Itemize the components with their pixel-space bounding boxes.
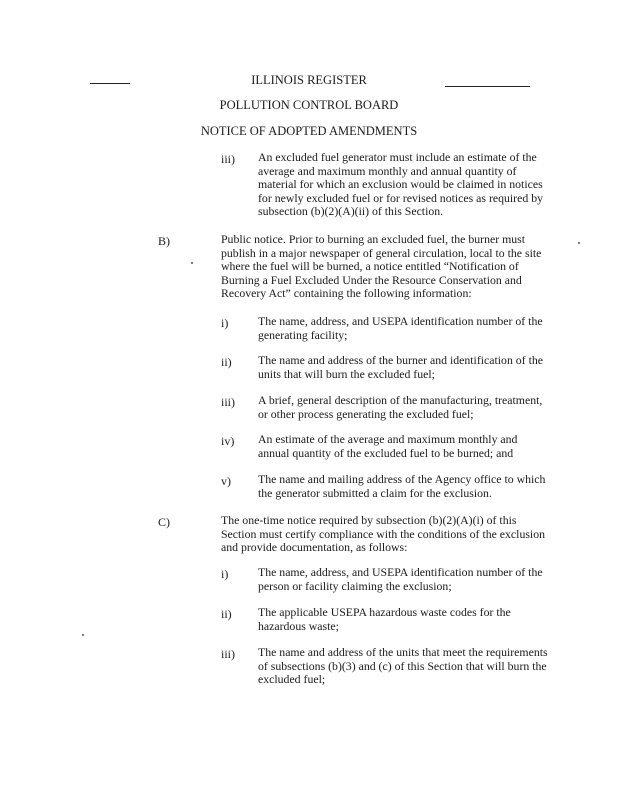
item-label: ii) [221, 607, 232, 621]
item-text: A brief, general description of the manufacturing, treatment, or other process generating the excluded fuel; [258, 393, 543, 421]
item-label: i) [221, 567, 229, 581]
scan-speck [578, 242, 580, 244]
item-text: An excluded fuel generator must include an estimate of the average and maximum monthly and annual quantity of material for which an exclusion would be claimed in notices for newly excluded fuel or for revised notices as required by subsection (b)(2)(A)(ii) of this Section. [258, 150, 543, 219]
item-text: The applicable USEPA hazardous waste codes for the hazardous waste; [258, 605, 511, 633]
notice-title: NOTICE OF ADOPTED AMENDMENTS [200, 124, 418, 138]
item-text: The name and address of the burner and identification of the units that will burn the excluded fuel; [258, 353, 543, 381]
scan-speck [191, 262, 193, 264]
item-label: iv) [221, 434, 235, 448]
section-text: The one-time notice required by subsection (b)(2)(A)(i) of this Section must certify compliance with the conditions of the exclusion and provide documentation, as follows: [221, 513, 546, 555]
item-label: iii) [221, 152, 235, 166]
item-text: The name and address of the units that meet the requirements of subsections (b)(3) and (c) of this Section that will burn the excluded fuel; [258, 645, 548, 687]
section-label: C) [158, 515, 170, 529]
item-label: iii) [221, 647, 235, 661]
item-text: An estimate of the average and maximum monthly and annual quantity of the excluded fuel to be burned; and [258, 432, 518, 460]
scan-speck [82, 634, 84, 636]
item-text: The name and mailing address of the Agency office to which the generator submitted a claim for the exclusion. [258, 472, 546, 500]
section-text: Public notice. Prior to burning an excluded fuel, the burner must publish in a major newspaper of general circulation, local to the site where the fuel will be burned, a notice entitled “Notification of Burning a Fuel Excluded Under the Resource Conservation and Recovery Act” containing the following information: [221, 232, 542, 301]
item-label: i) [221, 316, 229, 330]
register-title: ILLINOIS REGISTER [251, 73, 367, 87]
item-text: The name, address, and USEPA identification number of the person or facility claiming the exclusion; [258, 565, 543, 593]
section-label: B) [158, 234, 170, 248]
item-label: iii) [221, 395, 235, 409]
item-text: The name, address, and USEPA identification number of the generating facility; [258, 314, 543, 342]
item-label: ii) [221, 355, 232, 369]
board-title: POLLUTION CONTROL BOARD [219, 98, 399, 112]
item-label: v) [221, 474, 231, 488]
